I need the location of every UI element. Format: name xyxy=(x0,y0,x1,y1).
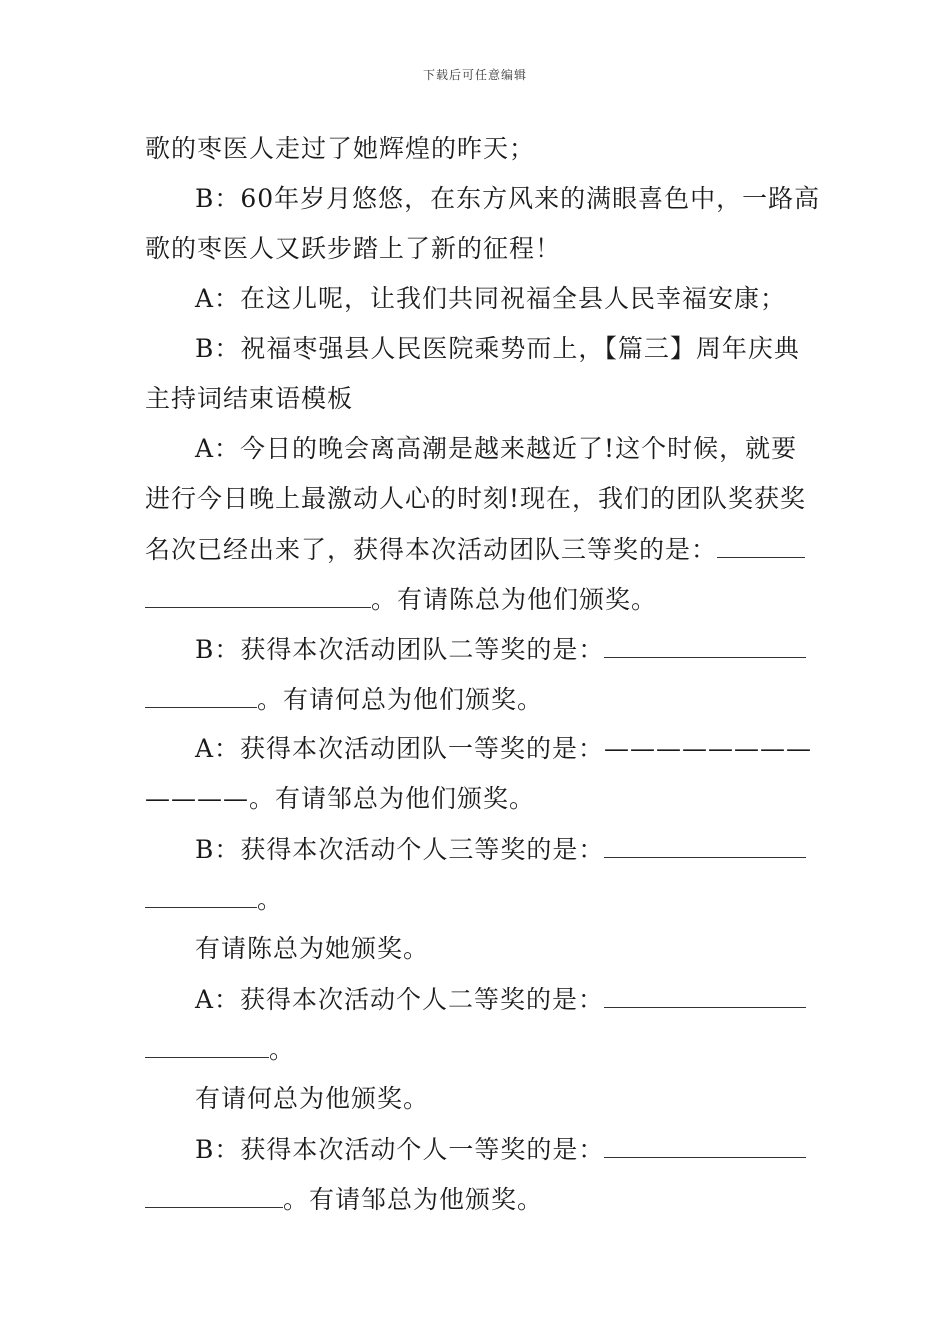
answer-blank xyxy=(604,833,806,858)
answer-blank xyxy=(145,883,257,908)
body-line: A：今日的晚会离高潮是越来越近了!这个时候，就要 xyxy=(195,434,798,463)
answer-blank xyxy=(604,983,806,1008)
line-text: 。有请陈总为他们颁奖。 xyxy=(371,585,658,614)
body-line xyxy=(145,683,807,716)
body-line: 有请何总为他颁奖。 xyxy=(195,1084,430,1113)
body-line xyxy=(195,1133,807,1166)
answer-blank xyxy=(604,633,806,658)
line-text: B：获得本次活动个人一等奖的是： xyxy=(195,1135,605,1164)
answer-blank xyxy=(145,683,257,708)
line-text: 。 xyxy=(269,1035,296,1064)
body-line: 有请陈总为她颁奖。 xyxy=(195,934,430,963)
body-line: 歌的枣医人又跃步踏上了新的征程！ xyxy=(145,234,562,263)
line-text: 。有请何总为他们颁奖。 xyxy=(257,685,544,714)
body-line xyxy=(195,983,807,1016)
body-line: 主持词结束语模板 xyxy=(145,384,354,413)
line-text: 。 xyxy=(257,885,284,914)
line-text: B：获得本次活动团队二等奖的是： xyxy=(195,635,605,664)
body-line: A：获得本次活动团队一等奖的是：———————— xyxy=(195,734,813,763)
body-line xyxy=(195,633,807,666)
body-line xyxy=(195,833,807,866)
line-text: A：获得本次活动个人二等奖的是： xyxy=(195,985,605,1014)
body-line: 进行今日晚上最激动人心的时刻!现在，我们的团队奖获奖 xyxy=(145,484,807,513)
line-text: 。有请邹总为他颁奖。 xyxy=(283,1185,544,1214)
body-line: ————。有请邹总为他们颁奖。 xyxy=(145,784,536,813)
line-text: 名次已经出来了，获得本次活动团队三等奖的是： xyxy=(145,535,718,564)
body-line: B：祝福枣强县人民医院乘势而上，【篇三】周年庆典 xyxy=(195,334,800,363)
body-line xyxy=(145,583,807,616)
page-header: 下载后可任意编辑 xyxy=(422,68,527,82)
body-line: B：60年岁月悠悠，在东方风来的满眼喜色中，一路高 xyxy=(195,184,821,213)
answer-blank xyxy=(145,1183,283,1208)
answer-blank xyxy=(717,533,805,558)
body-line: 歌的枣医人走过了她辉煌的昨天； xyxy=(145,134,536,163)
body-line: A：在这儿呢，让我们共同祝福全县人民幸福安康； xyxy=(195,284,787,313)
answer-blank xyxy=(145,583,371,608)
answer-blank xyxy=(604,1133,806,1158)
body-line xyxy=(145,533,807,566)
body-line xyxy=(145,1183,807,1216)
body-line xyxy=(145,1033,807,1066)
line-text: B：获得本次活动个人三等奖的是： xyxy=(195,835,605,864)
answer-blank xyxy=(145,1033,269,1058)
body-line xyxy=(145,883,807,916)
